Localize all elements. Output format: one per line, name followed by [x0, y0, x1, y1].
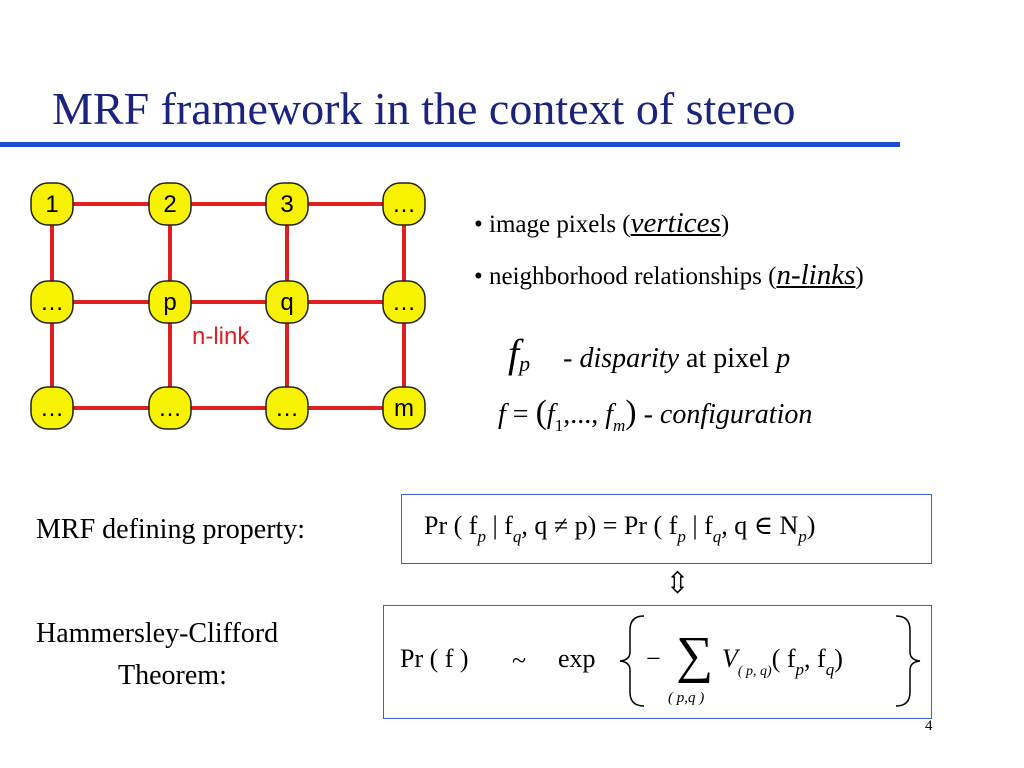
grid-node	[266, 387, 308, 429]
bullet-nlinks: • neighborhood relationships (n-links)	[474, 259, 864, 291]
n-link-label: n-link	[192, 323, 250, 350]
grid-node-label: q	[280, 289, 294, 316]
hammersley-label-line2: Theorem:	[118, 660, 227, 691]
grid-node	[149, 281, 191, 323]
grid-node	[31, 387, 73, 429]
grid-node-label: …	[158, 395, 182, 422]
grid-node-label: 3	[280, 191, 294, 218]
hammersley-label-line1: Hammersley-Clifford	[36, 618, 279, 649]
grid-node	[383, 281, 425, 323]
grid-node-label: …	[40, 395, 64, 422]
grid-node	[149, 183, 191, 225]
mrf-property-label: MRF defining property:	[36, 514, 306, 545]
grid-node-label: …	[40, 289, 64, 316]
grid-node	[383, 387, 425, 429]
grid-node	[266, 183, 308, 225]
right-brace-icon	[892, 612, 922, 710]
grid-node	[266, 281, 308, 323]
grid-node-label: 2	[163, 191, 177, 218]
grid-node-label: …	[275, 395, 299, 422]
grid-node	[149, 387, 191, 429]
grid-node	[383, 183, 425, 225]
bullet-list	[474, 198, 864, 302]
slide-title: MRF framework in the context of stereo	[52, 83, 796, 134]
grid-node-label: 1	[45, 191, 59, 218]
disparity-definition: fp - disparity at pixel p	[508, 331, 791, 376]
bullet-vertices: • image pixels (vertices)	[474, 207, 730, 239]
grid-node-label: …	[392, 289, 416, 316]
grid-node	[31, 281, 73, 323]
page-number: 4	[925, 718, 933, 734]
configuration-definition: $f = (f_1$,..., $f_m$) - configuration	[498, 394, 813, 435]
mrf-property-equation: Pr ( $f_p$ | $f_q$, q ≠ p) = Pr ( $f_p$ | $f_q$, q ∈ $N_p$)	[424, 511, 816, 546]
grid-node	[31, 183, 73, 225]
grid-node-label: m	[394, 395, 414, 422]
mrf-grid-diagram	[30, 180, 440, 430]
grid-node-label: …	[392, 191, 416, 218]
equivalence-arrow-icon: ⇳	[665, 567, 691, 600]
title-underline	[0, 142, 900, 147]
grid-node-label: p	[163, 289, 177, 316]
